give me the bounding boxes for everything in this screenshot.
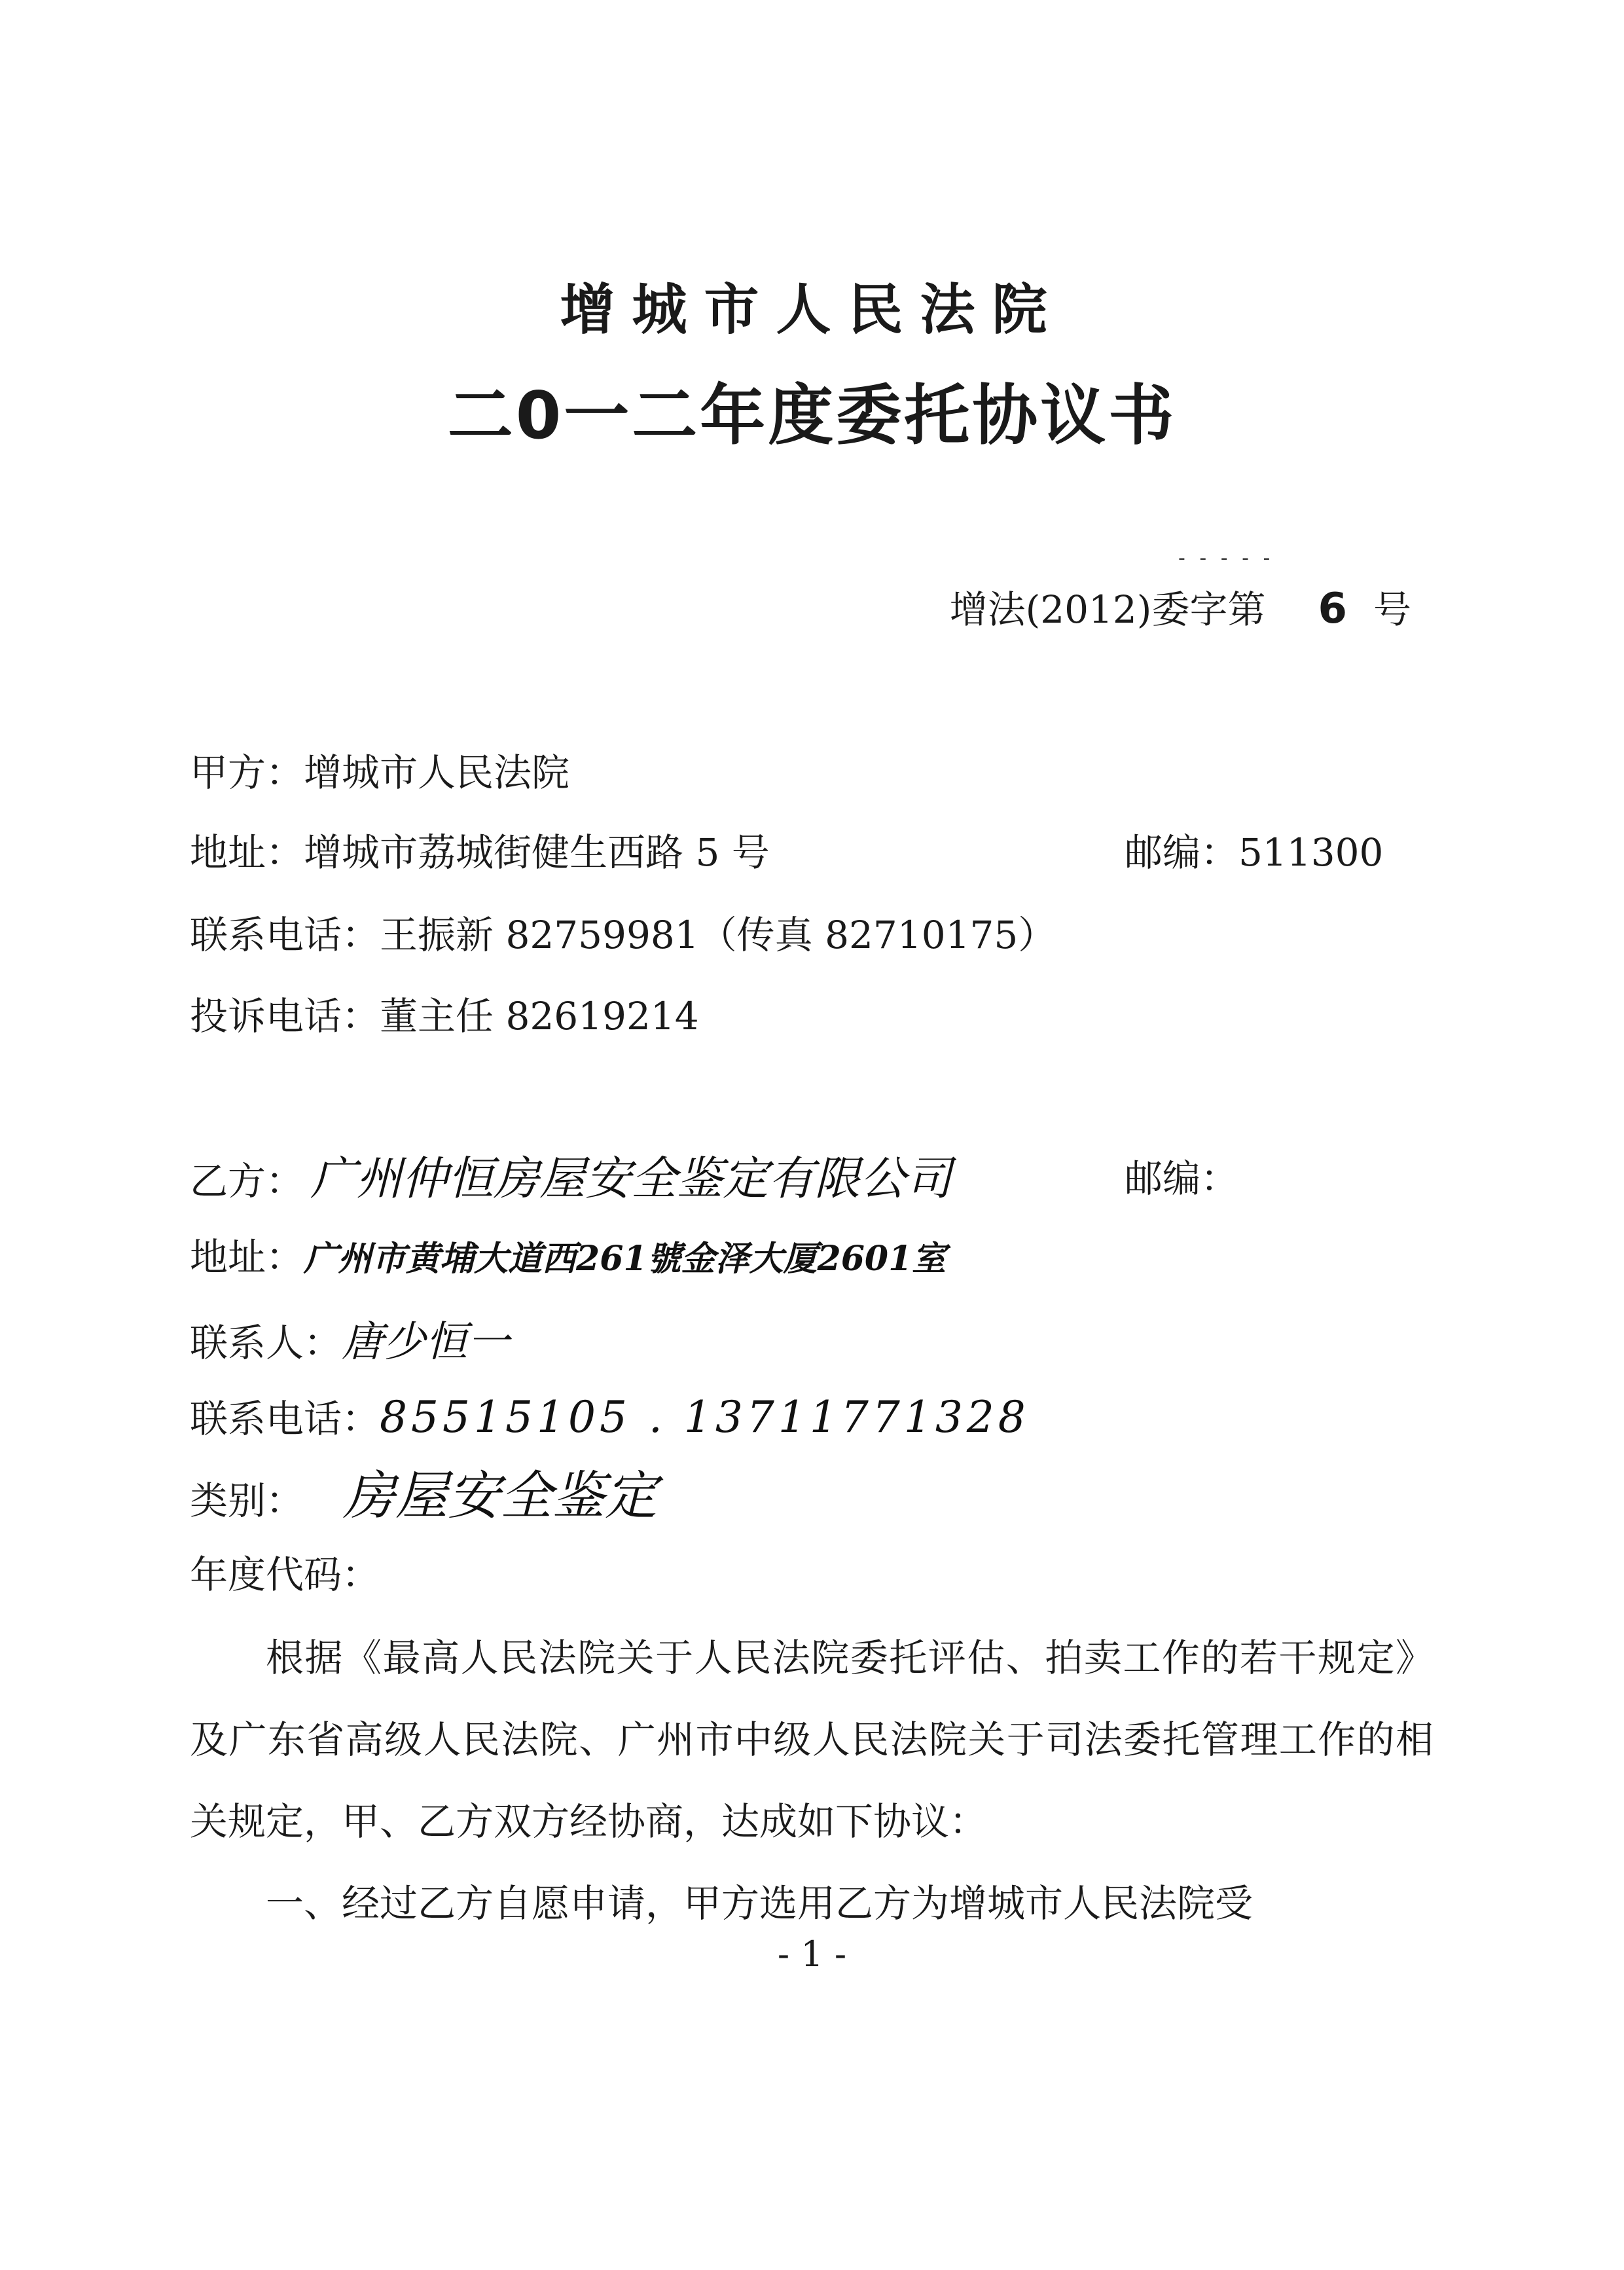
party-b-postcode-label: 邮编： [1125, 1156, 1239, 1201]
party-b-name-row [190, 1152, 952, 1207]
party-a-address-label: 地址： [190, 830, 304, 875]
party-b-category-label: 类别： [190, 1478, 304, 1523]
paragraph-clause-1: 一、经过乙方自愿申请，甲方选用乙方为增城市人民法院受 [266, 1881, 1254, 1926]
party-b-annual-code-label: 年度代码： [190, 1552, 380, 1597]
party-a-address: 增城市荔城街健生西路 5 号 [304, 830, 770, 875]
doc-number-prefix: 增法(2012)委字第 [949, 587, 1266, 632]
party-a-postcode: 511300 [1238, 830, 1384, 875]
party-b-name-label: 乙方： [190, 1159, 304, 1203]
party-a-name-label: 甲方： [190, 750, 304, 795]
agreement-body [190, 1617, 1434, 1945]
party-a-postcode-label: 邮编： [1125, 830, 1239, 875]
party-b-category: 房屋安全鉴定 [343, 1465, 658, 1526]
party-b-postcode-row [1125, 1152, 1238, 1205]
page-number: - 1 - [777, 1933, 847, 1975]
party-a-address-row [190, 826, 770, 879]
document-number [950, 583, 1411, 636]
paragraph-preamble: 根据《最高人民法院关于人民法院委托评估、拍卖工作的若干规定》及广东省高级人民法院、广州市中级人民法院关于司法委托管理工作的相关规定，甲、乙方双方经协商，达成如下协议： [190, 1636, 1434, 1844]
party-a-complaint-label: 投诉电话： [190, 994, 380, 1038]
party-a-phone: 王振新 82759981（传真 82710175） [380, 913, 1056, 957]
doc-number-value: 6 [1318, 585, 1347, 633]
party-b-contact-label: 联系人： [190, 1321, 342, 1365]
agreement-title: 二0一二年度委托协议书 [447, 377, 1177, 454]
court-title: 增城市人民法院 [560, 278, 1064, 342]
doc-number-suffix: 号 [1373, 587, 1411, 632]
party-b-annual-code-row [190, 1548, 380, 1601]
party-b-category-row [190, 1465, 658, 1527]
party-b-name: 广州仲恒房屋安全鉴定有限公司 [310, 1152, 952, 1205]
party-a-name-row [190, 746, 569, 799]
party-b-address-row [190, 1231, 946, 1285]
party-b-contact: 唐少恒一 [342, 1318, 510, 1366]
party-a-postcode-row [1125, 826, 1383, 879]
party-a-name: 增城市人民法院 [304, 750, 570, 795]
party-b-contact-row [190, 1316, 509, 1369]
party-b-phone: 85515105 . 13711771328 [380, 1392, 1030, 1442]
party-a-phone-row [190, 909, 1056, 961]
party-b-address: 广州市黄埔大道西261號金泽大厦2601室 [304, 1239, 947, 1279]
party-a-complaint: 董主任 82619214 [380, 994, 699, 1038]
party-a-complaint-row [190, 990, 699, 1042]
party-a-phone-label: 联系电话： [190, 913, 380, 957]
stamp-marks: - - - - - [1178, 547, 1274, 570]
party-b-address-label: 地址： [190, 1235, 304, 1279]
party-b-phone-row [190, 1391, 1030, 1445]
party-b-phone-label: 联系电话： [190, 1397, 380, 1441]
